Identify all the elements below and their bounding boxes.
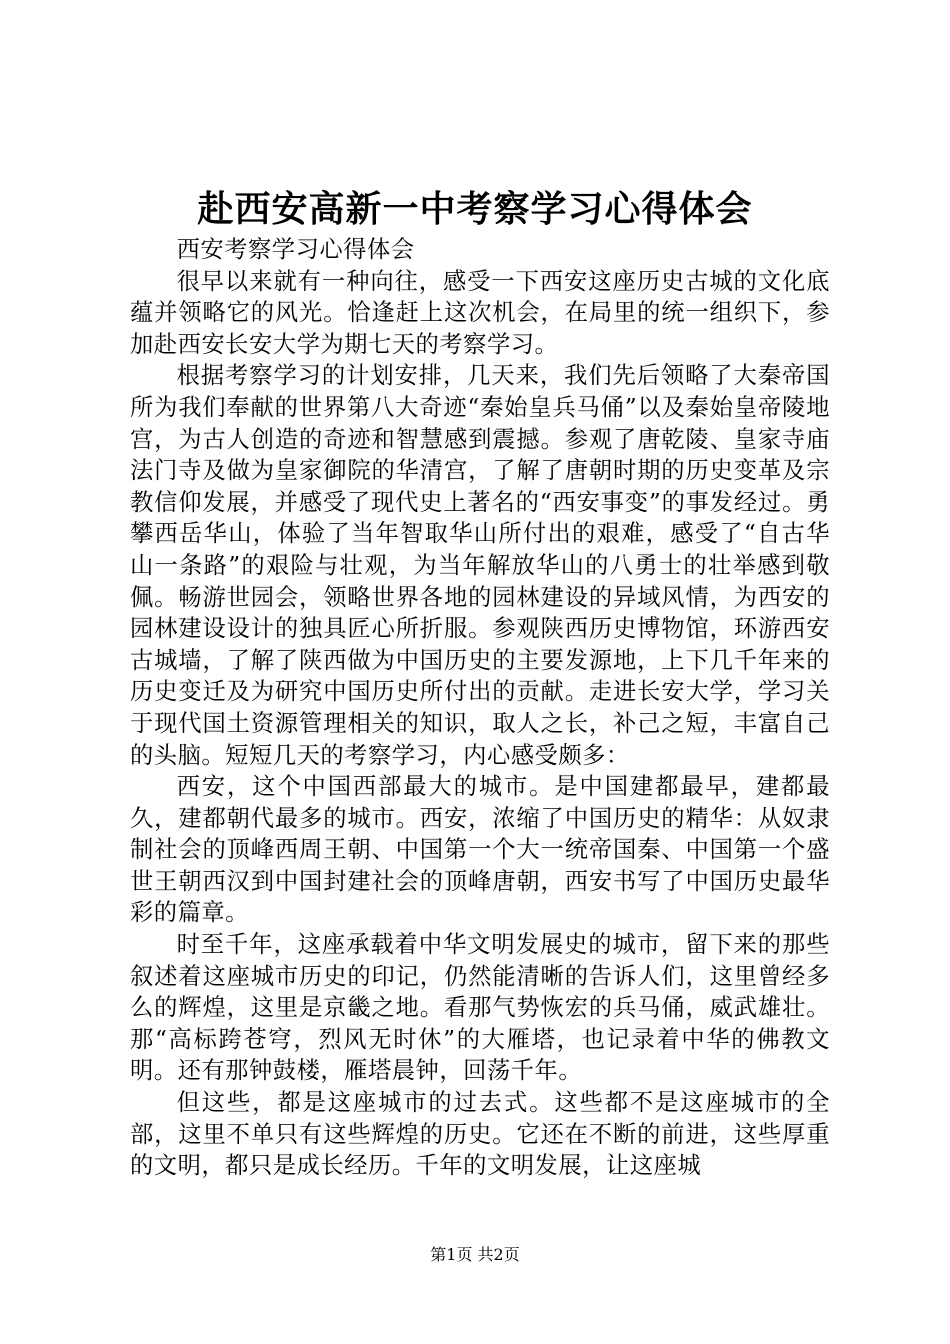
- paragraph: 根据考察学习的计划安排，几天来，我们先后领略了大秦帝国所为我们奉献的世界第八大奇迹“秦始皇兵马俑”以及秦始皇帝陵地宫，为古人创造的奇迹和智慧感到震撼。参观了唐乾陵、皇家寺庙法门寺及做为皇家御院的华清宫，了解了唐朝时期的历史变革及宗教信仰发展，并感受了现代史上著名的“西安事变”的事发经过。勇攀西岳华山，体验了当年智取华山所付出的艰难，感受了“自古华山一条路”的艰险与壮观，为当年解放华山的八勇士的壮举感到敬佩。畅游世园会，领略世界各地的园林建设的异域风情，为西安的园林建设设计的独具匠心所折服。参观陕西历史博物馆，环游西安古城墙，了解了陕西做为中国历史的主要发源地，上下几千年来的历史变迁及为研究中国历史所付出的贡献。走进长安大学，学习关于现代国土资源管理相关的知识，取人之长，补己之短，丰富自己的头脑。短短几天的考察学习，内心感受颇多：: [130, 362, 830, 769]
- document-title: 赴西安高新一中考察学习心得体会: [197, 188, 753, 230]
- document-body: [130, 234, 830, 1182]
- paragraph: 时至千年，这座承载着中华文明发展史的城市，留下来的那些叙述着这座城市历史的印记，仍然能清晰的告诉人们，这里曾经多么的辉煌，这里是京畿之地。看那气势恢宏的兵马俑，威武雄壮。那“高标跨苍穹，烈风无时休”的大雁塔，也记录着中华的佛教文明。还有那钟鼓楼，雁塔晨钟，回荡千年。: [130, 931, 830, 1085]
- paragraph: 但这些，都是这座城市的过去式。这些都不是这座城市的全部，这里不单只有这些辉煌的历史。它还在不断的前进，这些厚重的文明，都只是成长经历。千年的文明发展，让这座城: [130, 1089, 830, 1180]
- paragraph: 很早以来就有一种向往，感受一下西安这座历史古城的文化底蕴并领略它的风光。恰逢赶上这次机会，在局里的统一组织下，参加赴西安长安大学为期七天的考察学习。: [130, 267, 830, 358]
- page-number-footer: 第1页 共2页: [430, 1245, 520, 1264]
- paragraph: 西安，这个中国西部最大的城市。是中国建都最早，建都最久，建都朝代最多的城市。西安，浓缩了中国历史的精华：从奴隶制社会的顶峰西周王朝、中国第一个大一统帝国秦、中国第一个盛世王朝西汉到中国封建社会的顶峰唐朝，西安书写了中国历史最华彩的篇章。: [130, 773, 830, 927]
- paragraph-subtitle: 西安考察学习心得体会: [176, 236, 415, 263]
